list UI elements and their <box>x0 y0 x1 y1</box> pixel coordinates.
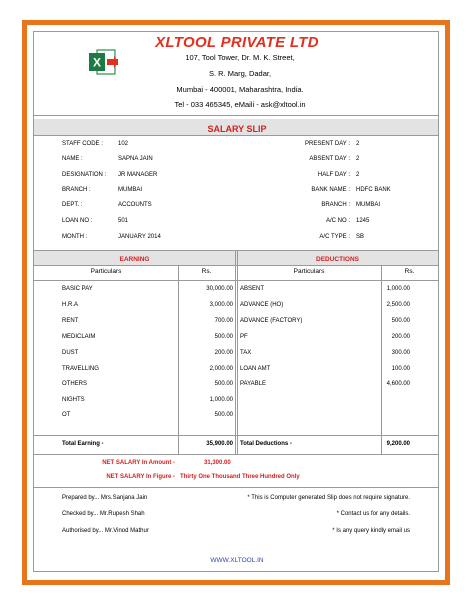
deduction-particulars-header: Particulars <box>293 268 325 275</box>
table-cell: 4,600.00 <box>386 381 410 387</box>
prepared-by: Prepared by... Mrs.Sanjana Jain <box>62 495 148 501</box>
total-deductions-label: Total Deductions - <box>240 441 292 447</box>
table-row: OTHERS <box>62 381 88 387</box>
divider <box>33 435 439 436</box>
dept-label: DEPT. : <box>62 202 83 208</box>
table-row: ABSENT <box>240 286 265 292</box>
designation-label: DESIGNATION : <box>62 172 107 178</box>
table-cell: 500.00 <box>214 334 233 340</box>
divider <box>33 135 439 136</box>
address-line-2: S. R. Marg, Dadar, <box>208 69 272 78</box>
excel-icon <box>88 48 118 76</box>
net-amount-label: NET SALARY In Amount - <box>102 460 175 466</box>
footer-note-2: * Contact us for any details. <box>336 511 410 517</box>
table-row: RENT <box>62 318 79 324</box>
loan-no-value: 501 <box>118 218 129 224</box>
branch-value: MUMBAI <box>118 187 142 193</box>
contact-line: Tel - 033 465345, eMaili - ask@xltool.in <box>174 100 306 109</box>
slip-title: SALARY SLIP <box>207 124 267 134</box>
table-row: BASIC PAY <box>62 286 93 292</box>
ac-no-label: A/C NO : <box>325 218 350 224</box>
table-row: NIGHTS <box>62 397 85 403</box>
divider <box>33 280 439 281</box>
table-row: PAYABLE <box>240 381 267 387</box>
net-figure-label: NET SALARY In Figure - <box>106 474 175 480</box>
absent-day-value: 2 <box>356 156 360 162</box>
staff-code-value: 102 <box>118 141 129 147</box>
table-cell: 500.00 <box>214 412 233 418</box>
bank-name-label: BANK NAME : <box>311 187 350 193</box>
svg-text:X: X <box>92 55 102 70</box>
table-cell: 200.00 <box>391 334 410 340</box>
dept-value: ACCOUNTS <box>118 202 152 208</box>
ac-type-value: SB <box>356 234 365 240</box>
column-divider <box>237 250 238 454</box>
table-row: MEDICLAIM <box>62 334 96 340</box>
table-cell: 300.00 <box>391 350 410 356</box>
table-row: TAX <box>240 350 252 356</box>
present-day-label: PRESENT DAY : <box>304 141 350 147</box>
table-row: ADVANCE (FACTORY) <box>240 318 303 324</box>
address-line-3: Mumbai - 400001, Maharashtra, India. <box>176 85 304 94</box>
column-divider <box>381 265 382 454</box>
table-row: LOAN AMT <box>240 366 271 372</box>
website-link[interactable]: WWW.XLTOOL.IN <box>210 557 264 564</box>
total-deductions-value: 9,200.00 <box>386 441 410 447</box>
bank-name-value: HDFC BANK <box>356 187 391 193</box>
staff-code-label: STAFF CODE : <box>62 141 103 147</box>
authorised-by: Authorised by... Mr.Vinod Mathur <box>62 528 149 534</box>
table-row: OT <box>62 412 71 418</box>
table-row: H.R.A <box>62 302 79 308</box>
table-cell: 2,500.00 <box>386 302 410 308</box>
column-divider <box>235 250 236 454</box>
loan-no-label: LOAN NO : <box>62 218 93 224</box>
table-cell: 3,000.00 <box>209 302 233 308</box>
checked-by: Checked by... Mr.Rupesh Shah <box>62 511 145 517</box>
company-name: XLTOOL PRIVATE LTD <box>155 34 319 51</box>
bank-branch-value: MUMBAI <box>356 202 380 208</box>
table-cell: 500.00 <box>391 318 410 324</box>
table-row: PF <box>240 334 248 340</box>
name-value: SAPNA JAIN <box>118 156 153 162</box>
deductions-heading: DEDUCTIONS <box>316 256 359 263</box>
net-amount-value: 31,300.00 <box>204 460 231 466</box>
table-cell: 1,000.00 <box>209 397 233 403</box>
divider <box>33 454 439 455</box>
earning-particulars-header: Particulars <box>90 268 122 275</box>
table-cell: 1,000.00 <box>386 286 410 292</box>
month-label: MONTH : <box>62 234 88 240</box>
absent-day-label: ABSENT DAY : <box>309 156 350 162</box>
present-day-value: 2 <box>356 141 360 147</box>
branch-label: BRANCH : <box>62 187 91 193</box>
divider <box>33 265 439 266</box>
table-cell: 30,000.00 <box>206 286 233 292</box>
table-cell: 200.00 <box>214 350 233 356</box>
name-label: NAME : <box>62 156 83 162</box>
table-row: DUST <box>62 350 79 356</box>
half-day-value: 2 <box>356 172 360 178</box>
footer-note-1: * This is Computer generated Slip does not require signature. <box>247 495 410 501</box>
earning-rs-header: Rs. <box>201 268 212 275</box>
footer-note-3: * Is any query kindly email us <box>332 528 410 534</box>
month-value: JANUARY 2014 <box>118 234 161 240</box>
total-earning-label: Total Earning - <box>62 441 104 447</box>
table-cell: 2,000.00 <box>209 366 233 372</box>
table-cell: 100.00 <box>391 366 410 372</box>
address-line-1: 107, Tool Tower, Dr. M. K. Street, <box>185 53 295 62</box>
table-row: TRAVELLING <box>62 366 99 372</box>
bank-branch-label: BRANCH : <box>321 202 350 208</box>
table-cell: 700.00 <box>214 318 233 324</box>
deduction-rs-header: Rs. <box>404 268 415 275</box>
designation-value: JR MANAGER <box>118 172 158 178</box>
earning-heading: EARNING <box>119 256 150 263</box>
divider <box>33 487 439 488</box>
table-cell: 500.00 <box>214 381 233 387</box>
slip-container <box>33 31 439 572</box>
column-divider <box>178 265 179 454</box>
ac-type-label: A/C TYPE : <box>319 234 350 240</box>
ac-no-value: 1245 <box>356 218 370 224</box>
net-figure-value: Thirty One Thousand Three Hundred Only <box>180 474 300 480</box>
total-earning-value: 35,900.00 <box>206 441 233 447</box>
half-day-label: HALF DAY : <box>317 172 350 178</box>
table-row: ADVANCE (HO) <box>240 302 284 308</box>
divider <box>33 115 439 116</box>
